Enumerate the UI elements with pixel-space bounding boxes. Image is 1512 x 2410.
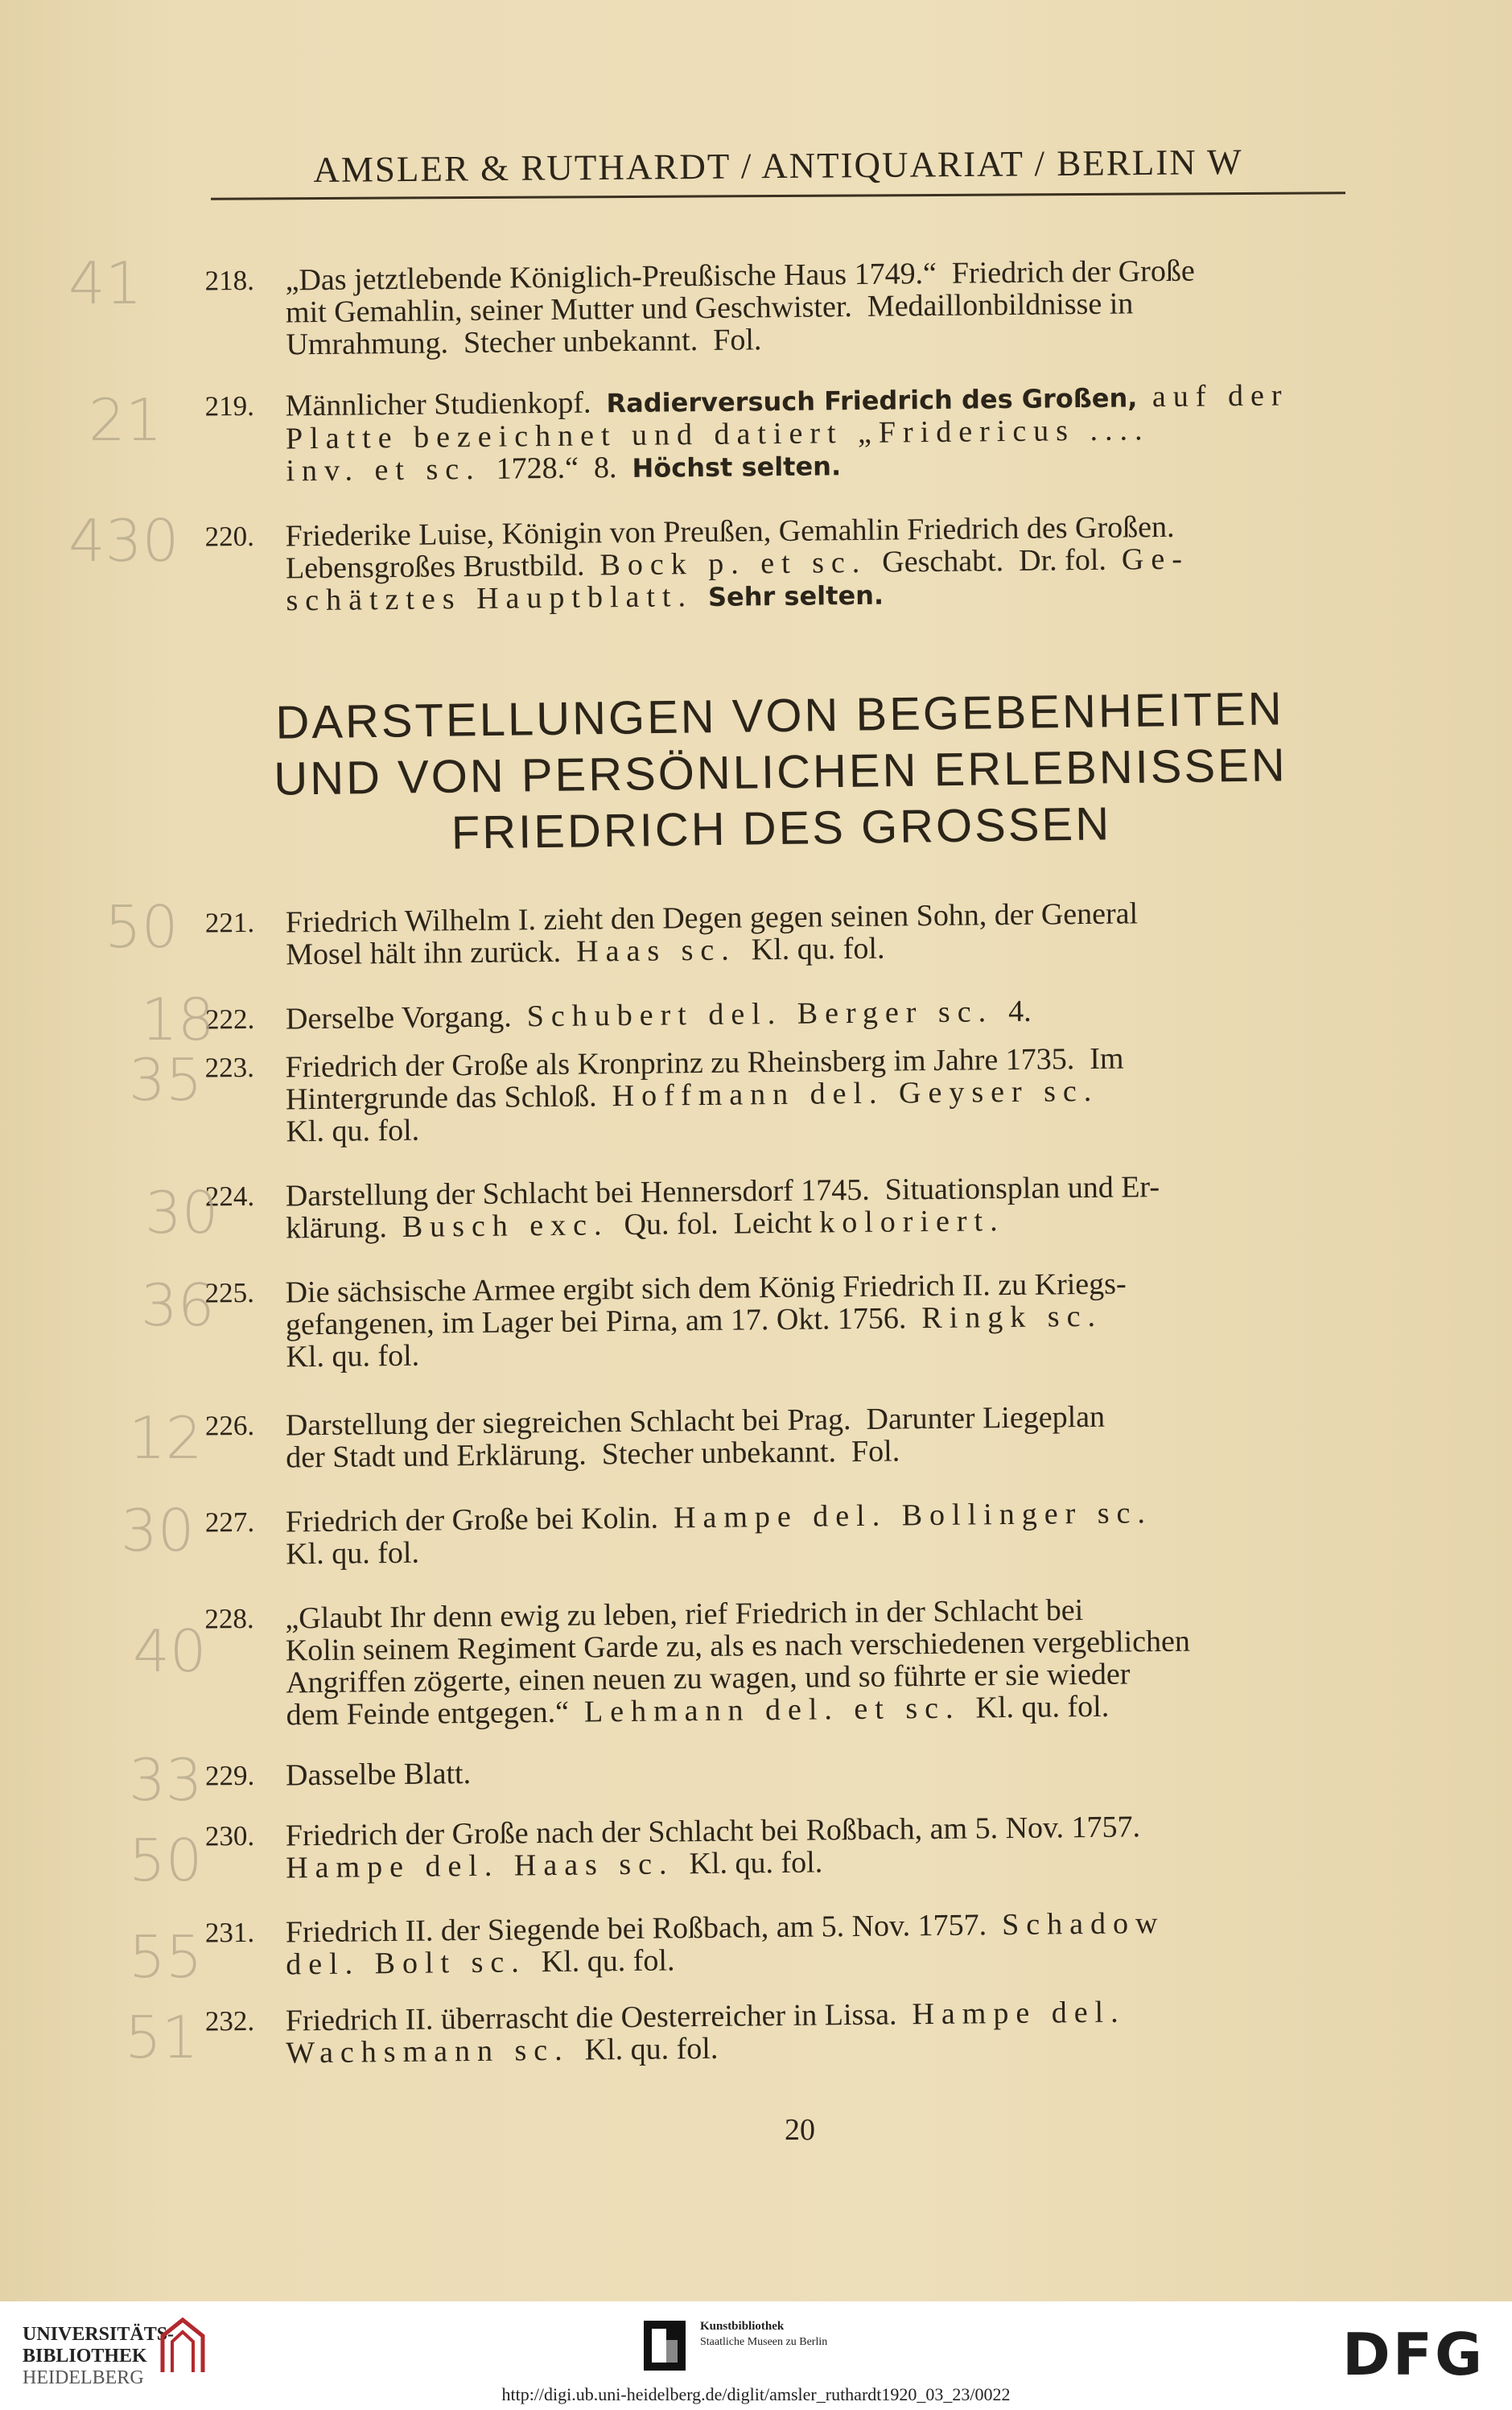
- kb-subtitle: Staatliche Museen zu Berlin: [700, 2336, 828, 2348]
- entry-text: [286, 992, 1356, 1036]
- text-segment: auf der: [1137, 378, 1289, 414]
- pencil-price-mark: 41: [68, 249, 142, 317]
- pencil-price-mark: 50: [129, 1827, 203, 1894]
- pencil-price-mark: 35: [129, 1046, 203, 1114]
- text-segment: Kl. qu. fol.: [735, 931, 885, 967]
- text-segment: Hampe del. Haas sc.: [286, 1847, 674, 1885]
- text-segment: Kl. qu. fol.: [286, 1535, 420, 1572]
- permalink-url[interactable]: http://digi.ub.uni-heidelberg.de/diglit/amsler_ruthardt1920_03_23/0022: [501, 2384, 1011, 2404]
- text-segment: Darstellung der Schlacht bei Hennersdorf 1745. Situationsplan und Er-: [285, 1170, 1160, 1213]
- catalog-entry: [205, 896, 1357, 972]
- text-segment: schätztes Hauptblatt.: [286, 579, 694, 618]
- pencil-price-mark: 18: [141, 986, 215, 1053]
- text-segment: Hoffmann del. Geyser sc.: [612, 1073, 1099, 1114]
- pencil-price-mark: 12: [129, 1404, 203, 1472]
- kunstbibliothek-logo-icon: [644, 2321, 686, 2371]
- text-segment: Wachsmann sc.: [286, 2033, 570, 2070]
- section-title-line: UND VON PERSÖNLICHEN ERLEBNISSEN: [273, 739, 1288, 805]
- text-segment: Lehmann del. et sc.: [583, 1691, 961, 1729]
- entry-number: 220.: [204, 520, 255, 553]
- entry-number: 224.: [204, 1180, 255, 1213]
- entry-text: [285, 379, 1356, 488]
- page-number: 20: [785, 2113, 815, 2147]
- entry-text: [286, 1905, 1357, 1981]
- text-segment: Kl. qu. fol.: [286, 1113, 420, 1149]
- entry-number: 226.: [204, 1409, 255, 1442]
- text-segment: Platte bezeichnet und datiert „Fridericus ....: [285, 413, 1150, 456]
- entry-text: [285, 1266, 1356, 1374]
- dfg-logo[interactable]: DFG: [1342, 2321, 1485, 2388]
- text-segment: Friedrich II. überrascht die Oesterreicher in Lissa.: [285, 1997, 913, 2038]
- entry-text: [285, 1040, 1356, 1148]
- text-segment: Ringk sc.: [921, 1299, 1103, 1336]
- catalog-entry: [204, 1040, 1356, 1149]
- text-segment: Busch exc.: [402, 1208, 609, 1244]
- text-segment: Friederike Luise, Königin von Preußen, Gemahlin Friedrich des Großen.: [285, 509, 1175, 554]
- entry-text: [286, 1809, 1357, 1885]
- pencil-price-mark: 21: [89, 386, 163, 454]
- entry-number: 221.: [204, 906, 255, 939]
- text-segment: Schadow: [1001, 1906, 1165, 1942]
- entry-number: 231.: [204, 1916, 255, 1949]
- catalog-entry: [205, 1169, 1357, 1246]
- ub-line: HEIDELBERG: [23, 2367, 144, 2388]
- ub-line: UNIVERSITÄTS-: [23, 2324, 175, 2345]
- text-segment: „Glaubt Ihr denn ewig zu leben, rief Friedrich in der Schlacht bei: [285, 1593, 1084, 1636]
- pencil-price-mark: 36: [141, 1271, 215, 1339]
- text-segment: Radierversuch Friedrich des Großen,: [606, 382, 1138, 419]
- text-segment: Kl. qu. fol.: [525, 1943, 675, 1979]
- text-segment: „Das jetztlebende Königlich-Preußische Haus 1749.“ Friedrich der Große: [285, 253, 1195, 298]
- entry-number: 222.: [204, 1003, 255, 1036]
- entry-number: 230.: [204, 1819, 255, 1852]
- text-segment: Ge-: [1121, 542, 1190, 577]
- section-title-line: DARSTELLUNGEN VON BEGEBENHEITEN: [274, 682, 1285, 749]
- entry-text: [286, 1994, 1357, 2070]
- entry-text: [285, 1592, 1357, 1732]
- catalog-entry: [205, 1905, 1357, 1982]
- pencil-price-mark: 51: [125, 2004, 199, 2071]
- catalog-entry: [204, 1266, 1356, 1374]
- text-segment: Männlicher Studienkopf.: [285, 385, 607, 423]
- text-segment: der Stadt und Erklärung. Stecher unbekannt. Fol.: [286, 1434, 900, 1475]
- section-title-line: FRIEDRICH DES GROSSEN: [451, 797, 1112, 859]
- text-segment: gefangenen, im Lager bei Pirna, am 17. Okt. 1756.: [285, 1301, 922, 1342]
- entry-number: 225.: [204, 1276, 255, 1309]
- text-segment: Derselbe Vorgang.: [285, 999, 527, 1036]
- text-segment: Kl. qu. fol.: [286, 1338, 420, 1374]
- text-segment: del. Bolt sc.: [286, 1945, 526, 1982]
- text-segment: Kl. qu. fol.: [569, 2031, 719, 2067]
- entry-text: [285, 509, 1356, 618]
- text-segment: Angriffen zögerte, einen neuen zu wagen, und so führte er sie wieder: [286, 1657, 1131, 1700]
- kunstbibliothek-label[interactable]: [700, 2319, 827, 2350]
- entry-number: 228.: [204, 1602, 254, 1635]
- section-title: [176, 680, 1386, 866]
- pencil-price-mark: 40: [133, 1617, 207, 1685]
- text-segment: Friedrich der Große als Kronprinz zu Rheinsberg im Jahre 1735. Im: [285, 1041, 1124, 1085]
- entry-number: 223.: [204, 1051, 255, 1084]
- text-segment: mit Gemahlin, seiner Mutter und Geschwister. Medaillonbildnisse in: [285, 286, 1134, 330]
- text-segment: Kl. qu. fol.: [674, 1845, 823, 1881]
- text-segment: Hampe del. Bollinger sc.: [673, 1496, 1153, 1535]
- entry-number: 229.: [204, 1759, 255, 1792]
- text-segment: Geschabt. Dr. fol.: [867, 542, 1123, 579]
- entry-line: [286, 1749, 1356, 1792]
- entry-text: [285, 253, 1356, 361]
- entry-line: [286, 992, 1356, 1036]
- pencil-price-mark: 55: [129, 1923, 203, 1991]
- text-segment: Mosel hält ihn zurück.: [286, 934, 577, 972]
- catalog-entry: [205, 992, 1356, 1036]
- header-rule: [211, 192, 1345, 200]
- text-segment: 4.: [992, 994, 1032, 1029]
- catalog-entry: [204, 509, 1356, 619]
- text-segment: Kl. qu. fol.: [960, 1689, 1110, 1725]
- entry-number: 219.: [204, 389, 255, 422]
- pencil-price-mark: 33: [129, 1746, 203, 1814]
- text-segment: klärung.: [286, 1209, 403, 1246]
- text-segment: Hampe del.: [912, 1995, 1126, 2032]
- catalog-entry: [205, 1809, 1357, 1885]
- text-segment: Haas sc.: [575, 933, 736, 969]
- text-segment: 1728.“ 8.: [480, 450, 632, 486]
- pencil-price-mark: 50: [105, 893, 179, 961]
- pencil-price-mark: 30: [121, 1497, 195, 1564]
- text-segment: [693, 579, 708, 613]
- entry-text: [286, 1749, 1356, 1792]
- text-segment: Bock p. et sc.: [599, 545, 867, 583]
- catalog-entry: [204, 1592, 1357, 1732]
- catalog-entry: [204, 253, 1356, 362]
- text-segment: Friedrich II. der Siegende bei Roßbach, am 5. Nov. 1757.: [285, 1908, 1003, 1950]
- catalog-entry: [204, 379, 1356, 489]
- text-segment: Die sächsische Armee ergibt sich dem König Friedrich II. zu Kriegs-: [285, 1267, 1127, 1310]
- entry-text: [286, 1169, 1357, 1245]
- text-segment: Schubert del. Berger sc.: [526, 995, 994, 1034]
- text-segment: Friedrich der Große nach der Schlacht bei Roßbach, am 5. Nov. 1757.: [285, 1810, 1141, 1853]
- text-segment: Umrahmung. Stecher unbekannt. Fol.: [286, 323, 762, 362]
- text-segment: inv. et sc.: [286, 451, 481, 488]
- text-segment: Sehr selten.: [707, 579, 884, 612]
- university-library-logo[interactable]: [23, 2324, 174, 2389]
- text-segment: Dasselbe Blatt.: [285, 1757, 472, 1793]
- text-segment: Höchst selten.: [632, 451, 842, 484]
- catalog-entry: [205, 1399, 1357, 1475]
- text-segment: koloriert.: [819, 1204, 1005, 1240]
- text-segment: Hintergrunde das Schloß.: [285, 1079, 612, 1117]
- text-segment: Qu. fol. Leicht: [608, 1205, 820, 1242]
- entry-number: 232.: [204, 2004, 255, 2037]
- text-segment: Friedrich Wilhelm I. zieht den Degen gegen seinen Sohn, der General: [285, 896, 1139, 940]
- text-segment: dem Feinde entgegen.“: [286, 1695, 585, 1732]
- catalog-entry: [205, 1994, 1357, 2070]
- text-segment: Friedrich der Große bei Kolin.: [285, 1501, 674, 1539]
- ub-mark-icon: [154, 2316, 211, 2376]
- ub-line: BIBLIOTHEK: [23, 2346, 147, 2367]
- entry-number: 218.: [204, 264, 255, 297]
- entry-number: 227.: [204, 1506, 255, 1539]
- text-segment: Darstellung der siegreichen Schlacht bei Prag. Darunter Liegeplan: [285, 1399, 1106, 1443]
- entry-text: [286, 1399, 1357, 1474]
- text-segment: Kolin seinem Regiment Garde zu, als es nach verschiedenen vergeblichen: [285, 1624, 1191, 1668]
- page-header: AMSLER & RUTHARDT / ANTIQUARIAT / BERLIN W: [313, 141, 1243, 191]
- catalog-entry: [205, 1749, 1356, 1793]
- entry-text: [286, 1495, 1357, 1571]
- kb-title: Kunstbibliothek: [700, 2320, 785, 2333]
- pencil-price-mark: 430: [68, 507, 179, 575]
- catalog-entry: [205, 1495, 1357, 1572]
- text-segment: Lebensgroßes Brustbild.: [285, 548, 600, 586]
- pencil-price-mark: 30: [145, 1179, 219, 1246]
- entry-text: [286, 896, 1357, 971]
